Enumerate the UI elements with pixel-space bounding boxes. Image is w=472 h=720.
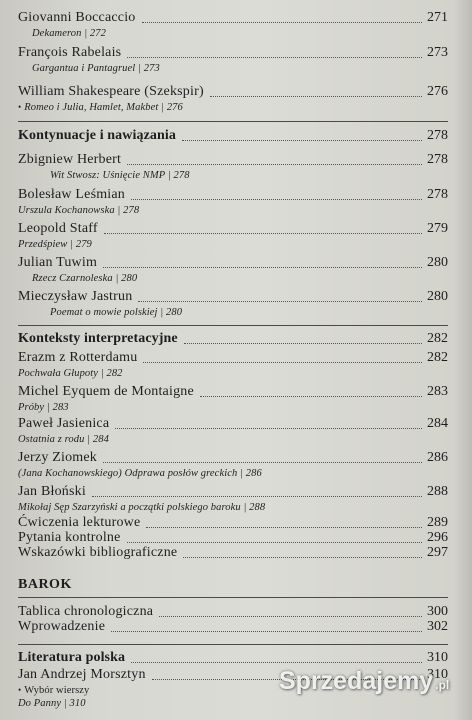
dot-leader [131, 662, 422, 663]
entry-title: Ćwiczenia lekturowe [18, 515, 141, 530]
toc-entry-jastrun [18, 289, 448, 319]
dot-leader [92, 496, 422, 497]
dot-leader [200, 396, 422, 397]
page-number: 300 [427, 604, 448, 619]
dot-leader [104, 233, 422, 234]
toc-entry-herbert [18, 152, 448, 182]
page-number: 296 [427, 530, 448, 545]
entry-title: Leopold Staff [18, 221, 98, 236]
section-divider [18, 644, 448, 645]
toc-entry-wprowadzenie [18, 619, 448, 635]
toc-section-literatura [18, 650, 448, 666]
toc-entry-wskazowki [18, 545, 448, 561]
entry-title: Zbigniew Herbert [18, 152, 122, 167]
dot-leader [183, 557, 422, 558]
watermark-tld: .pl [435, 678, 450, 692]
page-number: 271 [427, 10, 448, 25]
entry-title: Julian Tuwim [18, 255, 98, 270]
dot-leader [146, 527, 422, 528]
section-title: Kontynuacje i nawiązania [18, 128, 176, 143]
toc-entry-pytania [18, 530, 448, 546]
toc-entry-ziomek [18, 450, 448, 480]
section-title: Literatura polska [18, 650, 126, 665]
page-number: 289 [427, 515, 448, 530]
entry-work: Mikołaj Sęp Szarzyński a początki polskiego baroku | 288 [18, 502, 266, 513]
page-number: 273 [427, 45, 448, 60]
entry-work-group: Wybór wierszy [24, 685, 90, 696]
page-number: 278 [427, 187, 448, 202]
entry-work: Ostatnia z rodu | 284 [18, 434, 109, 445]
dot-leader [143, 362, 422, 363]
toc-section-kontynuacje [18, 128, 448, 144]
entry-title: Wprowadzenie [18, 619, 106, 634]
page-number: 280 [427, 289, 448, 304]
sprzedajemy-watermark [279, 667, 449, 696]
toc-entry-lesmian [18, 187, 448, 217]
entry-title: Jan Andrzej Morsztyn [18, 667, 146, 682]
dot-leader [131, 199, 422, 200]
dot-leader [127, 164, 422, 165]
section-divider [18, 597, 448, 598]
entry-title: Erazm z Rotterdamu [18, 350, 138, 365]
entry-title: Tablica chronologiczna [18, 604, 154, 619]
page-number: 276 [427, 84, 448, 99]
entry-work: Dekameron | 272 [32, 28, 106, 39]
entry-title: Pytania kontrolne [18, 530, 121, 545]
entry-title: Giovanni Boccaccio [18, 10, 136, 25]
entry-title: Wskazówki bibliograficzne [18, 545, 178, 560]
page-number: 286 [427, 450, 448, 465]
page-number: 297 [427, 545, 448, 560]
entry-title: Mieczysław Jastrun [18, 289, 133, 304]
page-number: 310 [427, 667, 448, 682]
page-number: 283 [427, 384, 448, 399]
entry-work: Przedśpiew | 279 [18, 239, 92, 250]
dot-leader [159, 616, 422, 617]
dot-leader [103, 462, 422, 463]
entry-work: Poemat o mowie polskiej | 280 [50, 307, 183, 318]
bullet-icon: • [18, 685, 22, 695]
toc-entry-blonski [18, 484, 448, 514]
entry-title: Jan Błoński [18, 484, 86, 499]
entry-title: Bolesław Leśmian [18, 187, 126, 202]
entry-work: Do Panny | 310 [18, 698, 86, 709]
dot-leader [111, 631, 422, 632]
page-number: 282 [427, 350, 448, 365]
dot-leader [184, 343, 422, 344]
toc-entry-tuwim [18, 255, 448, 285]
entry-work: Urszula Kochanowska | 278 [18, 205, 140, 216]
page-number: 280 [427, 255, 448, 270]
entry-work: Rzecz Czarnoleska | 280 [32, 273, 138, 284]
entry-work: (Jana Kochanowskiego) Odprawa posłów greckich | 286 [18, 468, 262, 479]
entry-title: William Shakespeare (Szekspir) [18, 84, 204, 99]
dot-leader [115, 428, 422, 429]
dot-leader [182, 140, 422, 141]
toc-entry-staff [18, 221, 448, 251]
entry-title: François Rabelais [18, 45, 122, 60]
page-number: 310 [427, 650, 448, 665]
page-number: 282 [427, 331, 448, 346]
entry-work: Romeo i Julia, Hamlet, Makbet | 276 [24, 102, 183, 113]
dot-leader [138, 301, 422, 302]
section-divider [18, 121, 448, 122]
page-number: 288 [427, 484, 448, 499]
bullet-icon: • [18, 102, 22, 112]
dot-leader [142, 22, 422, 23]
toc-entry-shakespeare [18, 84, 448, 114]
watermark-brand: Sprzedajemy [279, 667, 434, 695]
entry-title: Jerzy Ziomek [18, 450, 97, 465]
entry-work: Pochwała Głupoty | 282 [18, 368, 123, 379]
part-heading-barok: BAROK [18, 577, 72, 592]
dot-leader [210, 96, 422, 97]
page-number: 278 [427, 152, 448, 167]
page-number: 284 [427, 416, 448, 431]
toc-entry-jasienica [18, 416, 448, 446]
dot-leader [103, 267, 422, 268]
toc-entry-montaigne [18, 384, 448, 414]
entry-work: Próby | 283 [18, 402, 69, 413]
toc-entry-boccaccio [18, 10, 448, 40]
entry-work-line [18, 101, 448, 114]
entry-work: Wit Stwosz: Uśnięcie NMP | 278 [50, 170, 190, 181]
toc-entry-tablica [18, 604, 448, 620]
entry-title: Michel Eyquem de Montaigne [18, 384, 194, 399]
toc-entry-cwiczenia [18, 515, 448, 531]
page-shadow [454, 0, 472, 720]
toc-entry-erazm [18, 350, 448, 380]
entry-title: Paweł Jasienica [18, 416, 110, 431]
toc-entry-rabelais [18, 45, 448, 75]
entry-work: Gargantua i Pantagruel | 273 [32, 63, 160, 74]
toc-section-konteksty [18, 331, 448, 347]
section-divider [18, 325, 448, 326]
dot-leader [127, 542, 422, 543]
section-title: Konteksty interpretacyjne [18, 331, 178, 346]
page-number: 278 [427, 128, 448, 143]
page-number: 302 [427, 619, 448, 634]
dot-leader [127, 57, 422, 58]
page-number: 279 [427, 221, 448, 236]
